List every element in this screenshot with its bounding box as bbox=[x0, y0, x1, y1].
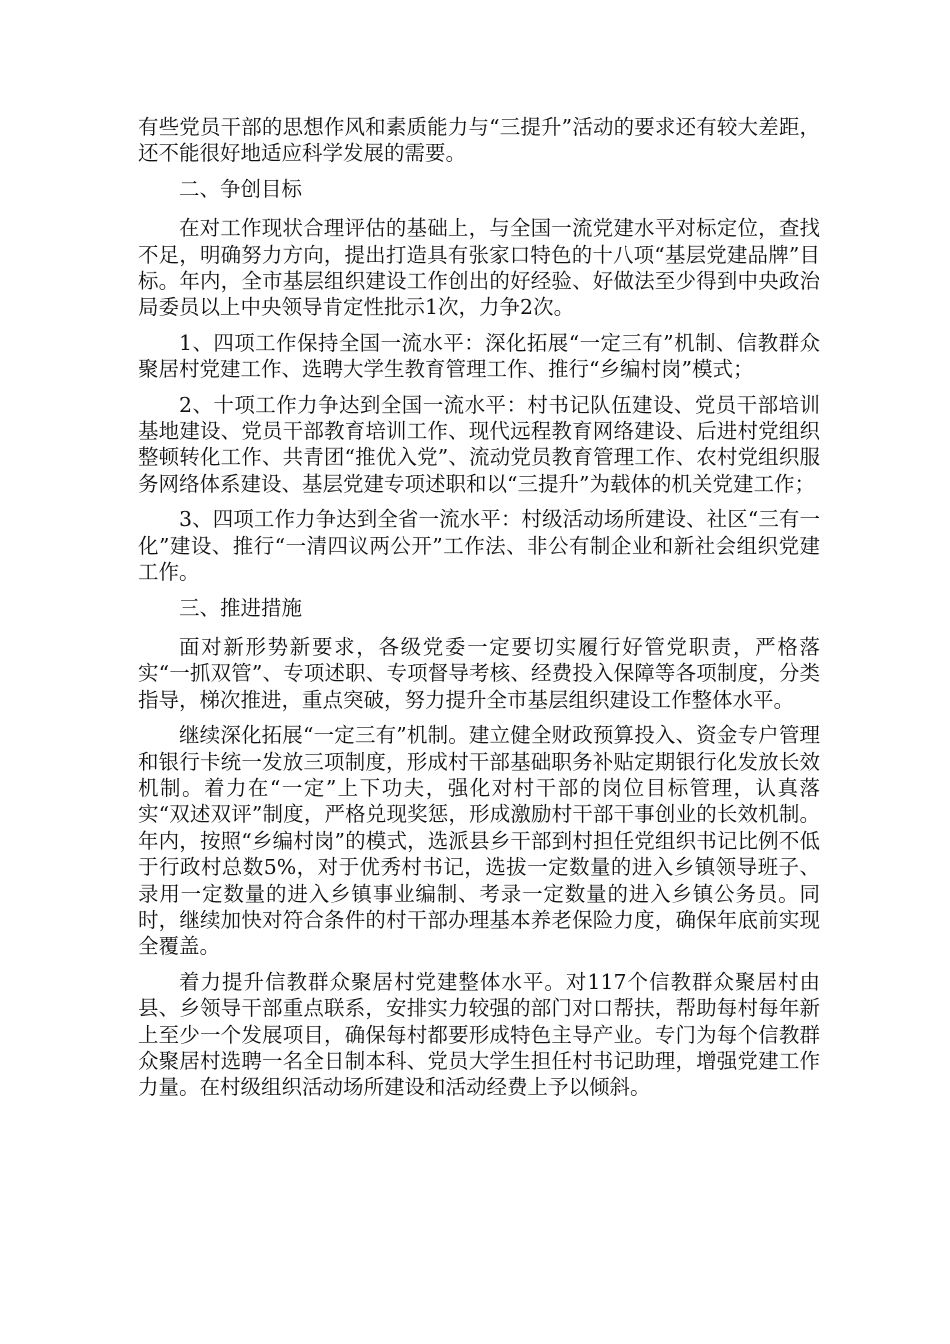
paragraph-goal-item-2: 2、十项工作力争达到全国一流水平：村书记队伍建设、党员干部培训基地建设、党员干部教育培训工作、现代远程教育网络建设、后进村党组织整顿转化工作、共青团“推优入党”、流动党员教育管理工作、农村党组织服务网络体系建设、基层党建专项述职和以“三提升”为载体的机关党建工作； bbox=[138, 392, 820, 496]
paragraph-goals-intro: 在对工作现状合理评估的基础上，与全国一流党建水平对标定位，查找不足，明确努力方向，提出打造具有张家口特色的十八项“基层党建品牌”目标。年内，全市基层组织建设工作创出的好经验、好做法至少得到中央政治局委员以上中央领导肯定性批示1次，力争2次。 bbox=[138, 216, 820, 320]
paragraph-measure-religious-villages: 着力提升信教群众聚居村党建整体水平。对117个信教群众聚居村由县、乡领导干部重点联系，安排实力较强的部门对口帮扶，帮助每村每年新上至少一个发展项目，确保每村都要形成特色主导产业。专门为每个信教群众聚居村选聘一名全日制本科、党员大学生担任村书记助理，增强党建工作力量。在村级组织活动场所建设和活动经费上予以倾斜。 bbox=[138, 969, 820, 1100]
section-heading-measures: 三、推进措施 bbox=[179, 595, 302, 620]
paragraph-measures-intro: 面对新形势新要求，各级党委一定要切实履行好管党职责，严格落实“一抓双管”、专项述职、专项督导考核、经费投入保障等各项制度，分类指导，梯次推进，重点突破，努力提升全市基层组织建设工作整体水平。 bbox=[138, 634, 820, 712]
document-page bbox=[138, 114, 820, 1110]
paragraph-continuation: 有些党员干部的思想作风和素质能力与“三提升”活动的要求还有较大差距，还不能很好地适应科学发展的需要。 bbox=[138, 115, 820, 166]
section-heading-goals: 二、争创目标 bbox=[179, 176, 302, 201]
paragraph-goal-item-1: 1、四项工作保持全国一流水平：深化拓展“一定三有”机制、信教群众聚居村党建工作、选聘大学生教育管理工作、推行“乡编村岗”模式； bbox=[138, 330, 820, 382]
paragraph-goal-item-3: 3、四项工作力争达到全省一流水平：村级活动场所建设、社区“三有一化”建设、推行“一清四议两公开”工作法、非公有制企业和新社会组织党建工作。 bbox=[138, 507, 820, 585]
paragraph-measure-mechanism: 继续深化拓展“一定三有”机制。建立健全财政预算投入、资金专户管理和银行卡统一发放三项制度，形成村干部基础职务补贴定期银行化发放长效机制。着力在“一定”上下功夫，强化对村干部的岗位目标管理，认真落实“双述双评”制度，严格兑现奖惩，形成激励村干部干事创业的长效机制。年内，按照“乡编村岗”的模式，选派县乡干部到村担任党组织书记比例不低于行政村总数5%，对于优秀村书记，选拔一定数量的进入乡镇领导班子、录用一定数量的进入乡镇事业编制、考录一定数量的进入乡镇公务员。同时，继续加快对符合条件的村干部办理基本养老保险力度，确保年底前实现全覆盖。 bbox=[138, 723, 820, 959]
